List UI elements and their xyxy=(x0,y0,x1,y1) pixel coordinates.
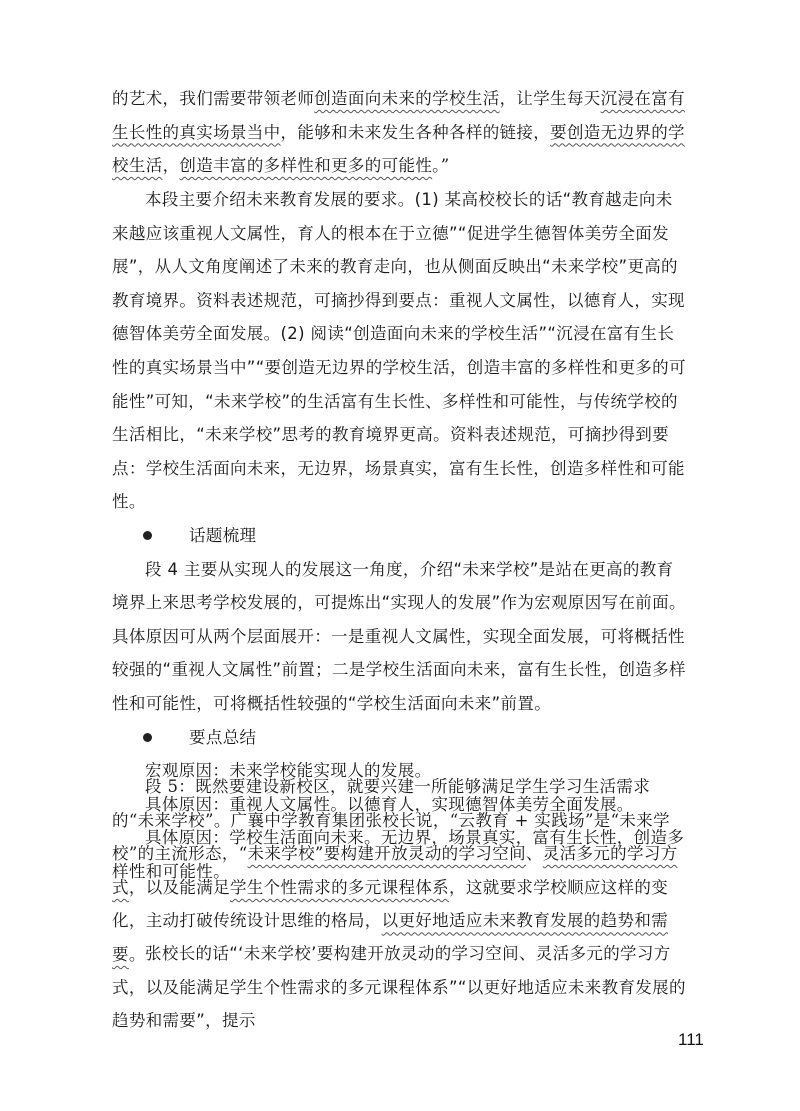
intro-paragraph xyxy=(112,82,688,183)
summary-item-specific-2: 具体原因：学校生活面向未来。无边界，场景真实，富有生长性，创造多样性和可能性。 xyxy=(112,828,685,881)
topic-heading-text: 话题梳理 xyxy=(189,525,257,545)
para5-text-1: 段 5：既然要建设新校区，就要兴建一所能够满足学生学习生活需求的“未来学校”。广襄中学教育集团张校长说，“云教育 + 实践场”是“未来学校”的主流形态，“ xyxy=(112,777,670,864)
para5-text-2: 、 xyxy=(525,844,543,864)
summary-heading xyxy=(112,721,688,755)
topic-paragraph: 段 4 主要从实现人的发展这一角度，介绍“未来学校”是站在更高的教育境界上来思考学校发展的，可提炼出“实现人的发展”作为宏观原因写在前面。具体原因可从两个层面展开：一是重视人文属性，实现全面发展，可将概括性较强的“重视人文属性”前置；二是学校生活面向未来，富有生长性，创造多样性和可能性，可将概括性较强的“学校生活面向未来”前置。 xyxy=(112,559,686,713)
intro-block xyxy=(112,82,688,183)
final-paragraph: 张校长的话“‘未来学校’要构建开放灵动的学习空间、灵活多元的学习方式，以及能满足学生个性需求的多元课程体系”“以更好地适应未来教育发展的趋势和需要”，提示 xyxy=(112,944,686,1031)
intro-text-4: ， xyxy=(162,156,180,176)
intro-underline-2: 沉浸在富有生长性的真实场景当中 xyxy=(112,89,685,142)
intro-text-3: ，能够和未来发生各种各样的链接， xyxy=(280,122,551,142)
topic-heading xyxy=(112,519,688,553)
intro-underline-4: 创造丰富的多样性和更多的可能性 xyxy=(179,156,433,176)
final-block xyxy=(112,937,688,1038)
intro-underline-1: 创造面向未来的学校生活 xyxy=(314,89,500,108)
summary-item-specific-1: 具体原因：重视人文属性。以德育人，实现德智体美劳全面发展。 xyxy=(145,794,634,814)
para5-underline-4: 以更好地适应未来教育发展的趋势和需要 xyxy=(112,911,669,964)
summary-item-macro: 宏观原因：未来学校能实现人的发展。 xyxy=(145,761,432,781)
para5-underline-1: 未来学校”要构建开放灵动的学习空间 xyxy=(247,844,526,864)
intro-text-1: 的艺术，我们需要带领老师 xyxy=(112,89,315,108)
para5-text-3: ，以及能满足 xyxy=(128,877,230,897)
intro-text-2: ，让学生每天 xyxy=(499,89,601,108)
para5-underline-2: 灵活多元的学习方式 xyxy=(112,844,678,897)
summary-heading-text: 要点总结 xyxy=(189,727,257,747)
bullet-icon xyxy=(143,733,152,742)
para5-text-5: 。 xyxy=(128,944,146,964)
para5-underline-3: 学生个性需求的多元课程体系 xyxy=(229,877,450,897)
analysis-paragraph: 本段主要介绍未来教育发展的要求。(1) 某高校校长的话“教育越走向未来越应该重视人文属性，育人的根本在于立德”“促进学生德智体美劳全面发展”，从人文角度阐述了未来的教育走向，也从侧面反映出“未来学校”更高的教育境界。资料表述规范，可摘抄得到要点：重视人文属性，以德育人，实现德智体美劳全面发展。(2) 阅读“创造面向未来的学校生活”“沉浸在富有生长性的真实场景当中”“要创造无边界的学校生活，创造丰富的多样性和更多的可能性”可知，“未来学校”的生活富有生长性、多样性和可能性，与传统学校的生活相比，“未来学校”思考的教育境界更高。资料表述规范，可摘抄得到要点：学校生活面向未来，无边界，场景真实，富有生长性，创造多样性和可能性。 xyxy=(112,190,686,512)
bullet-icon xyxy=(143,531,152,540)
intro-text-5: 。” xyxy=(432,156,450,176)
page-number: 111 xyxy=(678,1030,704,1049)
intro-underline-3: 要创造无边界的学校生活 xyxy=(112,122,685,176)
para5-text-4: ，这就要求学校顺应这样的变化，主动打破传统设计思维的格局， xyxy=(112,877,669,931)
